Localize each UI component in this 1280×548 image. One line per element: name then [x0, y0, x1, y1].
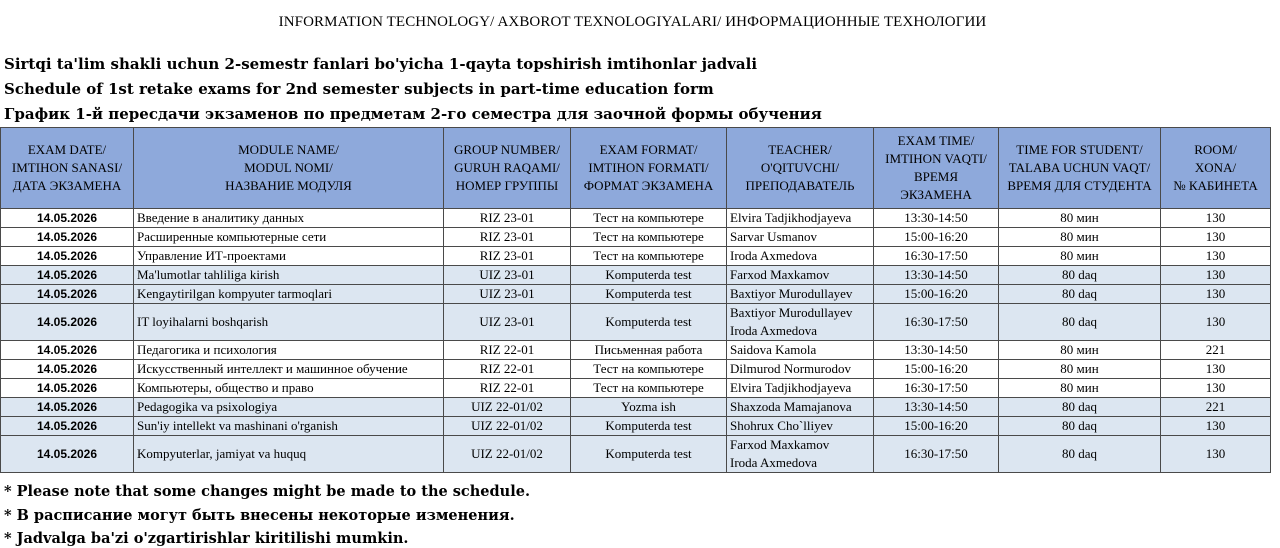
exam-date-cell: 14.05.2026 — [1, 341, 134, 360]
exam-format-cell: Тест на компьютере — [571, 209, 727, 228]
teacher-cell — [727, 285, 874, 304]
schedule-body — [1, 209, 1271, 473]
module-name-cell: IT loyihalarni boshqarish — [134, 304, 444, 341]
header-line: IMTIHON SANASI/ — [11, 160, 123, 175]
header-line: ФОРМАТ ЭКЗАМЕНА — [583, 178, 714, 193]
teacher-name: Dilmurod Normurodov — [730, 361, 851, 376]
teacher-name: Shaxzoda Mamajanova — [730, 399, 852, 414]
module-name-cell: Sun'iy intellekt va mashinani o'rganish — [134, 417, 444, 436]
header-exam-date — [1, 128, 134, 209]
teacher-name: Iroda Axmedova — [730, 323, 818, 338]
header-line: ВРЕМЯ — [913, 169, 959, 184]
exam-time-cell: 16:30-17:50 — [874, 247, 999, 266]
room-cell: 130 — [1161, 228, 1271, 247]
subtitle-en: Schedule of 1st retake exams for 2nd semester subjects in part-time education form — [4, 80, 714, 98]
header-line: ДАТА ЭКЗАМЕНА — [12, 178, 122, 193]
group-number-cell: RIZ 22-01 — [444, 379, 571, 398]
header-line: GURUH RAQAMI/ — [454, 160, 560, 175]
teacher-name: Farxod Maxkamov — [730, 437, 830, 452]
exam-time-cell: 16:30-17:50 — [874, 436, 999, 473]
header-line: НОМЕР ГРУППЫ — [455, 178, 559, 193]
table-row — [1, 379, 1271, 398]
student-time-cell: 80 daq — [999, 398, 1161, 417]
exam-time-cell: 15:00-16:20 — [874, 360, 999, 379]
room-cell: 130 — [1161, 247, 1271, 266]
teacher-name: Baxtiyor Murodullayev — [730, 305, 853, 320]
teacher-cell — [727, 398, 874, 417]
header-line: ВРЕМЯ ДЛЯ СТУДЕНТА — [1007, 178, 1152, 193]
module-name-cell: Искусственный интеллект и машинное обучение — [134, 360, 444, 379]
room-cell: 221 — [1161, 341, 1271, 360]
student-time-cell: 80 daq — [999, 417, 1161, 436]
exam-time-cell: 16:30-17:50 — [874, 379, 999, 398]
page-title: INFORMATION TECHNOLOGY/ AXBOROT TEXNOLOGIYALARI/ ИНФОРМАЦИОННЫЕ ТЕХНОЛОГИИ — [278, 14, 987, 30]
student-time-cell: 80 daq — [999, 266, 1161, 285]
teacher-cell — [727, 360, 874, 379]
exam-format-cell: Komputerda test — [571, 285, 727, 304]
room-cell: 130 — [1161, 304, 1271, 341]
room-cell: 221 — [1161, 398, 1271, 417]
exam-time-cell: 15:00-16:20 — [874, 228, 999, 247]
table-row — [1, 360, 1271, 379]
room-cell: 130 — [1161, 436, 1271, 473]
table-row — [1, 417, 1271, 436]
exam-date-cell: 14.05.2026 — [1, 247, 134, 266]
exam-format-cell: Komputerda test — [571, 304, 727, 341]
header-exam-format — [571, 128, 727, 209]
header-line: MODUL NOMI/ — [244, 160, 333, 175]
group-number-cell: RIZ 22-01 — [444, 360, 571, 379]
exam-date-cell: 14.05.2026 — [1, 304, 134, 341]
room-cell: 130 — [1161, 285, 1271, 304]
module-name-cell: Педагогика и психология — [134, 341, 444, 360]
header-line: EXAM FORMAT/ — [599, 142, 698, 157]
table-row — [1, 209, 1271, 228]
table-row — [1, 398, 1271, 417]
group-number-cell: UIZ 22-01/02 — [444, 436, 571, 473]
header-line: EXAM DATE/ — [27, 142, 107, 157]
table-row — [1, 341, 1271, 360]
teacher-name: Shohrux Cho`lliyev — [730, 418, 833, 433]
teacher-name: Iroda Axmedova — [730, 248, 818, 263]
teacher-cell — [727, 247, 874, 266]
header-line: TALABA UCHUN VAQT/ — [1008, 160, 1151, 175]
teacher-cell — [727, 341, 874, 360]
teacher-cell — [727, 266, 874, 285]
table-row — [1, 228, 1271, 247]
header-line: ROOM/ — [1194, 142, 1237, 157]
note-en: * Please note that some changes might be made to the schedule. — [4, 483, 530, 500]
exam-date-cell: 14.05.2026 — [1, 417, 134, 436]
student-time-cell: 80 daq — [999, 436, 1161, 473]
group-number-cell: UIZ 23-01 — [444, 285, 571, 304]
header-line: GROUP NUMBER/ — [453, 142, 561, 157]
module-name-cell: Ma'lumotlar tahliliga kirish — [134, 266, 444, 285]
room-cell: 130 — [1161, 417, 1271, 436]
table-row — [1, 436, 1271, 473]
header-line: IMTIHON VAQTI/ — [885, 151, 987, 166]
header-line: MODULE NAME/ — [238, 142, 339, 157]
module-name-cell: Pedagogika va psixologiya — [134, 398, 444, 417]
header-teacher — [727, 128, 874, 209]
header-time-for-student — [999, 128, 1161, 209]
student-time-cell: 80 мин — [999, 247, 1161, 266]
subtitle-ru: График 1-й пересдачи экзаменов по предметам 2-го семестра для заочной формы обучения — [4, 105, 822, 123]
exam-format-cell: Тест на компьютере — [571, 247, 727, 266]
header-line: НАЗВАНИЕ МОДУЛЯ — [225, 178, 352, 193]
exam-time-cell: 13:30-14:50 — [874, 266, 999, 285]
teacher-name: Farxod Maxkamov — [730, 267, 830, 282]
student-time-cell: 80 мин — [999, 379, 1161, 398]
header-module-name — [134, 128, 444, 209]
header-line: TEACHER/ — [768, 142, 832, 157]
teacher-cell — [727, 379, 874, 398]
module-name-cell: Kengaytirilgan kompyuter tarmoqlari — [134, 285, 444, 304]
exam-format-cell: Komputerda test — [571, 436, 727, 473]
teacher-cell — [727, 228, 874, 247]
header-line: EXAM TIME/ — [897, 133, 975, 148]
exam-format-cell: Тест на компьютере — [571, 228, 727, 247]
exam-date-cell: 14.05.2026 — [1, 228, 134, 247]
exam-date-cell: 14.05.2026 — [1, 285, 134, 304]
exam-date-cell: 14.05.2026 — [1, 360, 134, 379]
teacher-name: Saidova Kamola — [730, 342, 817, 357]
room-cell: 130 — [1161, 360, 1271, 379]
exam-date-cell: 14.05.2026 — [1, 398, 134, 417]
teacher-name: Sarvar Usmanov — [730, 229, 818, 244]
exam-date-cell: 14.05.2026 — [1, 379, 134, 398]
header-room — [1161, 128, 1271, 209]
teacher-cell — [727, 304, 874, 341]
header-line: IMTIHON FORMATI/ — [588, 160, 709, 175]
note-ru: * В расписание могут быть внесены некоторые изменения. — [4, 507, 515, 524]
student-time-cell: 80 мин — [999, 360, 1161, 379]
module-name-cell: Введение в аналитику данных — [134, 209, 444, 228]
room-cell: 130 — [1161, 209, 1271, 228]
exam-format-cell: Тест на компьютере — [571, 379, 727, 398]
exam-time-cell: 15:00-16:20 — [874, 285, 999, 304]
table-row — [1, 304, 1271, 341]
exam-time-cell: 13:30-14:50 — [874, 209, 999, 228]
student-time-cell: 80 мин — [999, 228, 1161, 247]
header-line: ПРЕПОДАВАТЕЛЬ — [745, 178, 855, 193]
table-row — [1, 285, 1271, 304]
exam-date-cell: 14.05.2026 — [1, 209, 134, 228]
room-cell: 130 — [1161, 379, 1271, 398]
table-row — [1, 247, 1271, 266]
student-time-cell: 80 daq — [999, 285, 1161, 304]
student-time-cell: 80 мин — [999, 341, 1161, 360]
header-row — [1, 128, 1271, 209]
exam-time-cell: 13:30-14:50 — [874, 398, 999, 417]
header-line: XONA/ — [1194, 160, 1237, 175]
subtitle-uz: Sirtqi ta'lim shakli uchun 2-semestr fanlari bo'yicha 1-qayta topshirish imtihonlar jadvali — [4, 55, 758, 73]
exam-format-cell: Komputerda test — [571, 417, 727, 436]
group-number-cell: RIZ 23-01 — [444, 209, 571, 228]
header-line: ЭКЗАМЕНА — [900, 187, 972, 202]
exam-time-cell: 16:30-17:50 — [874, 304, 999, 341]
module-name-cell: Kompyuterlar, jamiyat va huquq — [134, 436, 444, 473]
group-number-cell: RIZ 23-01 — [444, 228, 571, 247]
module-name-cell: Компьютеры, общество и право — [134, 379, 444, 398]
module-name-cell: Управление ИТ-проектами — [134, 247, 444, 266]
header-group-number — [444, 128, 571, 209]
group-number-cell: RIZ 22-01 — [444, 341, 571, 360]
exam-time-cell: 15:00-16:20 — [874, 417, 999, 436]
exam-time-cell: 13:30-14:50 — [874, 341, 999, 360]
header-line: O'QITUVCHI/ — [760, 160, 840, 175]
exam-format-cell: Тест на компьютере — [571, 360, 727, 379]
exam-schedule-table — [0, 127, 1271, 473]
exam-format-cell: Komputerda test — [571, 266, 727, 285]
group-number-cell: RIZ 23-01 — [444, 247, 571, 266]
exam-date-cell: 14.05.2026 — [1, 436, 134, 473]
header-line: TIME FOR STUDENT/ — [1016, 142, 1143, 157]
header-line: № КАБИНЕТА — [1173, 178, 1258, 193]
header-exam-time — [874, 128, 999, 209]
note-uz: * Jadvalga ba'zi o'zgartirishlar kiritilishi mumkin. — [4, 530, 409, 547]
table-row — [1, 266, 1271, 285]
room-cell: 130 — [1161, 266, 1271, 285]
exam-format-cell: Письменная работа — [571, 341, 727, 360]
teacher-name: Baxtiyor Murodullayev — [730, 286, 853, 301]
teacher-name: Iroda Axmedova — [730, 455, 818, 470]
student-time-cell: 80 мин — [999, 209, 1161, 228]
exam-date-cell: 14.05.2026 — [1, 266, 134, 285]
group-number-cell: UIZ 23-01 — [444, 266, 571, 285]
module-name-cell: Расширенные компьютерные сети — [134, 228, 444, 247]
student-time-cell: 80 daq — [999, 304, 1161, 341]
teacher-name: Elvira Tadjikhodjayeva — [730, 380, 852, 395]
group-number-cell: UIZ 22-01/02 — [444, 398, 571, 417]
exam-format-cell: Yozma ish — [571, 398, 727, 417]
teacher-cell — [727, 417, 874, 436]
teacher-cell — [727, 436, 874, 473]
teacher-cell — [727, 209, 874, 228]
teacher-name: Elvira Tadjikhodjayeva — [730, 210, 852, 225]
group-number-cell: UIZ 23-01 — [444, 304, 571, 341]
group-number-cell: UIZ 22-01/02 — [444, 417, 571, 436]
